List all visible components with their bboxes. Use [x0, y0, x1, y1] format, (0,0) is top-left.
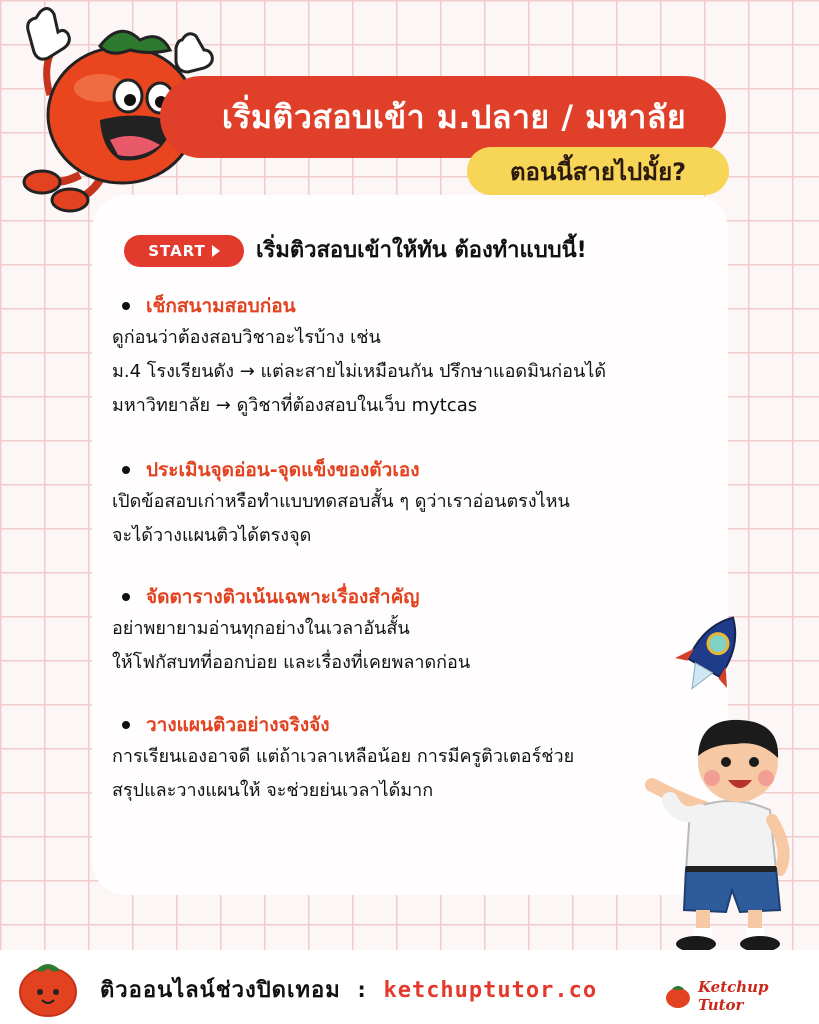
page-subtitle: ตอนนี้สายไปมั้ย?: [509, 157, 687, 186]
section-plan-seriously: [112, 710, 712, 808]
footer-label: ติวออนไลน์ช่วงปิดเทอม :: [100, 978, 384, 1003]
section-title: จัดตารางติวเน้นเฉพาะเรื่องสำคัญ: [146, 586, 420, 608]
section-heading: [112, 582, 712, 612]
start-label: START: [148, 242, 206, 260]
section-heading: [112, 710, 712, 740]
section-line: การเรียนเองอาจดี แต่ถ้าเวลาเหลือน้อย การมีครูติวเตอร์ช่วย: [112, 746, 575, 767]
brand-tomato-icon: [664, 983, 692, 1009]
boy-student-icon: [640, 700, 810, 955]
bullet-icon: [122, 593, 130, 601]
section-schedule: [112, 582, 712, 680]
section-title: เช็กสนามสอบก่อน: [146, 295, 296, 317]
section-heading: [112, 291, 712, 321]
footer-url-link[interactable]: ketchuptutor.co: [383, 978, 598, 1003]
bullet-icon: [122, 466, 130, 474]
page-title-banner: [160, 76, 726, 158]
section-title: วางแผนติวอย่างจริงจัง: [146, 714, 330, 736]
bullet-icon: [122, 721, 130, 729]
section-line: ให้โฟกัสบทที่ออกบ่อย และเรื่องที่เคยพลาดก่อน: [112, 652, 471, 673]
page-title: เริ่มติวสอบเข้า ม.ปลาย / มหาลัย: [221, 97, 687, 136]
intro-heading: เริ่มติวสอบเข้าให้ทัน ต้องทำแบบนี้!: [256, 238, 587, 263]
section-line: เปิดข้อสอบเก่าหรือทำแบบทดสอบสั้น ๆ ดูว่าเราอ่อนตรงไหน: [112, 491, 570, 512]
section-line: ดูก่อนว่าต้องสอบวิชาอะไรบ้าง เช่น: [112, 327, 381, 348]
section-title: ประเมินจุดอ่อน-จุดแข็งของตัวเอง: [146, 459, 420, 481]
subtitle-pill: [467, 147, 729, 195]
section-check-exam: [112, 291, 712, 423]
brand-name: Ketchup Tutor: [697, 978, 769, 1014]
start-button[interactable]: [124, 235, 244, 267]
footer-text: [100, 972, 597, 1007]
section-line: สรุปและวางแผนให้ จะช่วยย่นเวลาได้มาก: [112, 780, 434, 801]
play-arrow-icon: [212, 245, 220, 257]
rocket-icon: [662, 608, 762, 700]
section-heading: [112, 455, 712, 485]
bullet-icon: [122, 302, 130, 310]
section-line: อย่าพยายามอ่านทุกอย่างในเวลาอันสั้น: [112, 618, 410, 639]
tomato-logo-icon: [12, 954, 84, 1020]
section-line: มหาวิทยาลัย → ดูวิชาที่ต้องสอบในเว็บ mytcas: [112, 395, 478, 416]
brand-logo: [664, 978, 819, 1014]
section-line: ม.4 โรงเรียนดัง → แต่ละสายไม่เหมือนกัน ปรึกษาแอดมินก่อนได้: [112, 361, 607, 382]
section-line: จะได้วางแผนติวได้ตรงจุด: [112, 525, 312, 546]
section-assess-strengths: [112, 455, 712, 553]
